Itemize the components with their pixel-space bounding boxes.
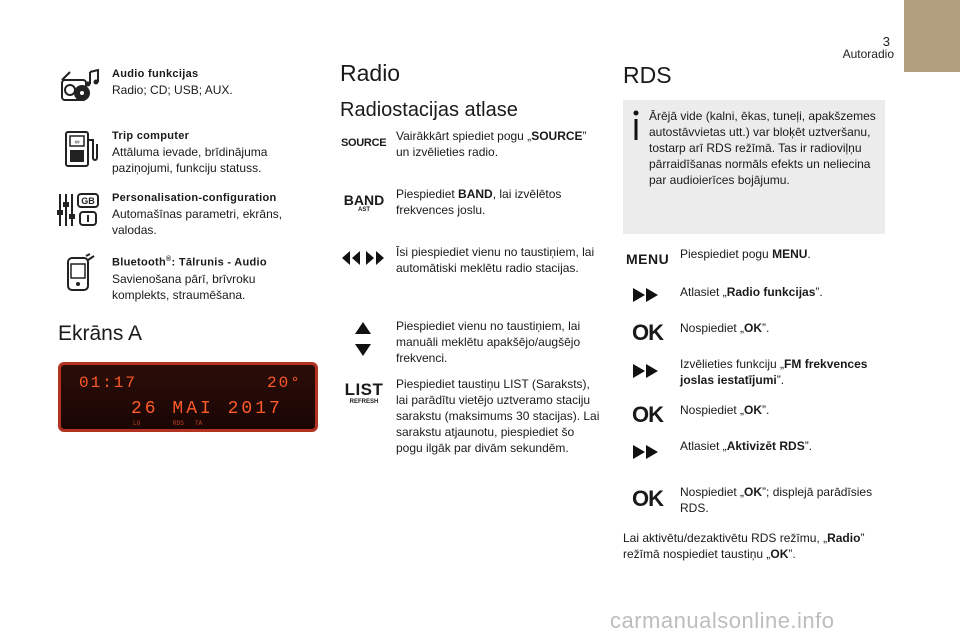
feature-text: Savienošana pārī, brīvroku komplekts, straumēšana. — [112, 271, 256, 302]
rds-footer-note: Lai aktivētu/dezaktivētu RDS režīmu, „Radio” režīmā nospiediet taustiņu „OK”. — [623, 531, 865, 561]
radio-subtitle: Radiostacijas atlase — [340, 99, 518, 121]
arrow-right-icon — [632, 444, 660, 460]
rds-step-ok-3: Nospiediet „OK”; displejā parādīsies RDS. — [680, 485, 873, 515]
up-down-arrows-icon — [353, 320, 373, 358]
arrow-right-icon — [632, 363, 660, 379]
radio-step-manual: Piespiediet vienu no taustiņiem, lai manuāli meklētu apakšējo/augšējo frekvenci. — [396, 319, 581, 365]
feature-trip-computer — [56, 124, 316, 184]
feature-title: Bluetooth®: Tālrunis - Audio — [112, 256, 267, 269]
info-icon — [631, 110, 641, 140]
band-button-icon: BAND AST — [343, 192, 385, 213]
page-number: 3 — [882, 34, 890, 49]
radio-section — [340, 60, 602, 122]
radio-step-list: Piespiediet taustiņu LIST (Saraksts), lai parādītu vietējo uztveramo staciju sarakstu (maksimums 30 stacijas). Lai sarakstu atjaunotu, piespiediet šo pogu ilgāk par divām sekundēm. — [396, 377, 600, 455]
display-indicator-rds: RDS — [173, 420, 184, 427]
rds-step-ok-1: Nospiediet „OK”. — [680, 321, 770, 335]
display-time: 01:17 — [79, 374, 138, 392]
radio-step-band: Piespiediet BAND, lai izvēlētos frekvences joslu. — [396, 187, 562, 217]
feature-bluetooth — [56, 248, 316, 308]
radio-title: Radio — [340, 60, 401, 86]
rds-step-aktivizet-rds: Atlasiet „Aktivizēt RDS”. — [680, 439, 813, 453]
rds-step-radio-funkcijas: Atlasiet „Radio funkcijas”. — [680, 285, 823, 299]
feature-audio — [56, 62, 316, 122]
bluetooth-phone-icon — [56, 252, 102, 292]
ok-button-icon: OK — [632, 486, 663, 511]
rds-title: RDS — [623, 62, 672, 88]
source-button-icon: SOURCE — [341, 137, 387, 149]
ekrans-title: Ekrāns A — [58, 322, 143, 345]
trip-computer-icon — [56, 128, 102, 168]
svg-text:GB: GB — [81, 196, 95, 206]
radio-step-source: Vairākkārt spiediet pogu „SOURCE” un izvēlieties radio. — [396, 129, 587, 159]
feature-text: Automašīnas parametri, ekrāns, valodas. — [112, 207, 283, 237]
page-tab — [904, 0, 960, 72]
feature-text: Radio; CD; USB; AUX. — [112, 83, 233, 97]
feature-personalisation — [56, 186, 316, 246]
watermark: carmanualsonline.info — [610, 608, 835, 633]
ok-button-icon: OK — [632, 320, 663, 345]
feature-title: Audio funkcijas — [112, 68, 199, 80]
rds-step-menu: Piespiediet pogu MENU. — [680, 247, 811, 261]
list-refresh-icon: LIST REFRESH — [344, 380, 384, 405]
feature-title: Trip computer — [112, 130, 190, 142]
arrow-right-icon — [632, 287, 660, 303]
section-title: Autoradio — [842, 47, 894, 61]
display-indicator-lo: LO — [133, 420, 141, 427]
rds-step-fm-settings: Izvēlieties funkciju „FM frekvences joslas iestatījumi”. — [680, 357, 868, 387]
rds-info-box — [623, 100, 885, 234]
svg-text:∞: ∞ — [74, 139, 80, 146]
display-indicator-ta: TA — [195, 420, 203, 427]
display-temp: 20° — [267, 374, 302, 392]
menu-button-icon: MENU — [626, 251, 670, 267]
feature-text: Attāluma ievade, brīdinājuma paziņojumi, funkciju statuss. — [112, 145, 268, 175]
display-date: 26 MAI 2017 — [131, 399, 283, 419]
ok-button-icon: OK — [632, 402, 663, 427]
rds-step-ok-2: Nospiediet „OK”. — [680, 403, 770, 417]
features-list — [56, 62, 316, 310]
rds-info-text: Ārējā vide (kalni, ēkas, tuneļi, apakšzemes autostāvvietas utt.) var bloķēt uztveršanu, tostarp arī RDS režīmā. Tas ir radioviļņu pārraidīšanas normāls efekts un neliecina par audioierīces bojājumu. — [649, 109, 876, 187]
radio-step-seek: Īsi piespiediet vienu no taustiņiem, lai automātiski meklētu radio stacijas. — [396, 245, 595, 275]
display-screen — [58, 362, 318, 432]
feature-title: Personalisation-configuration — [112, 192, 277, 204]
rds-section — [623, 62, 885, 101]
personalisation-icon — [56, 190, 102, 230]
audio-icon — [56, 66, 102, 106]
seek-arrows-icon — [340, 250, 386, 266]
